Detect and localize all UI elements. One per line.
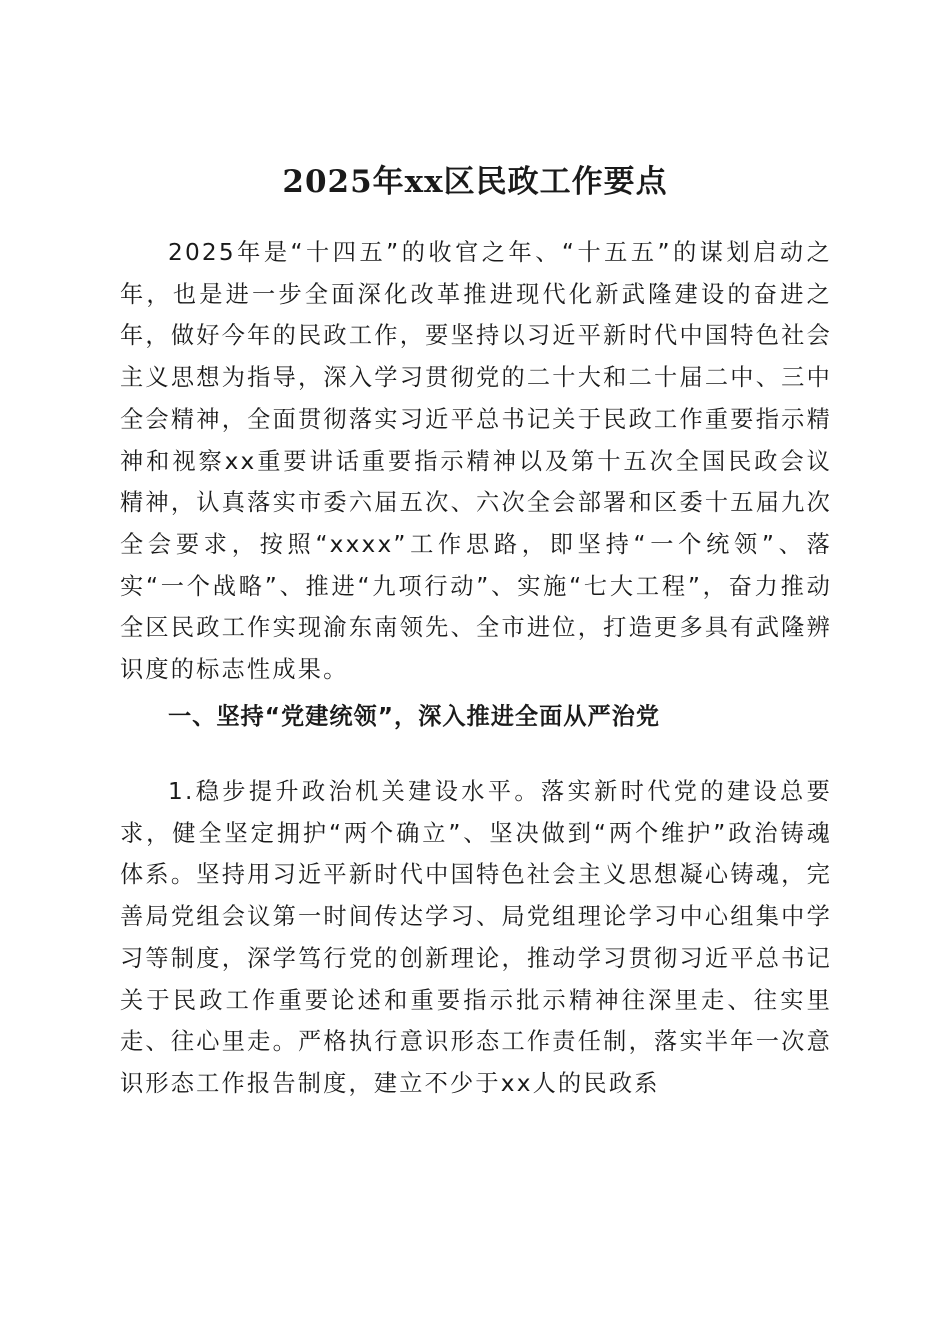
item-paragraph: 1.稳步提升政治机关建设水平。落实新时代党的建设总要求，健全坚定拥护“两个确立”、坚决做到“两个维护”政治铸魂体系。坚持用习近平新时代中国特色社会主义思想凝心铸魂，完善局党组会议第一时间传达学习、局党组理论学习中心组集中学习等制度，深学笃行党的创新理论，推动学习贯彻习近平总书记关于民政工作重要论述和重要指示批示精神往深里走、往实里走、往心里走。严格执行意识形态工作责任制，落实半年一次意识形态工作报告制度，建立不少于xx人的民政系 bbox=[120, 778, 832, 1097]
intro-paragraph: 2025年是“十四五”的收官之年、“十五五”的谋划启动之年，也是进一步全面深化改革推进现代化新武隆建设的奋进之年，做好今年的民政工作，要坚持以习近平新时代中国特色社会主义思想为指导，深入学习贯彻党的二十大和二十届二中、三中全会精神，全面贯彻落实习近平总书记关于民政工作重要指示精神和视察xx重要讲话重要指示精神以及第十五次全国民政会议精神，认真落实市委六届五次、六次全会部署和区委十五届九次全会要求，按照“xxxx”工作思路，即坚持“一个统领”、落实“一个战略”、推进“九项行动”、实施“七大工程”，奋力推动全区民政工作实现渝东南领先、全市进位，打造更多具有武隆辨识度的标志性成果。 bbox=[120, 239, 832, 684]
section-heading-text: 一、坚持“党建统领”，深入推进全面从严治党 bbox=[168, 703, 661, 730]
document-title: 2025年xx区民政工作要点 bbox=[282, 163, 668, 200]
section-heading bbox=[120, 696, 832, 738]
